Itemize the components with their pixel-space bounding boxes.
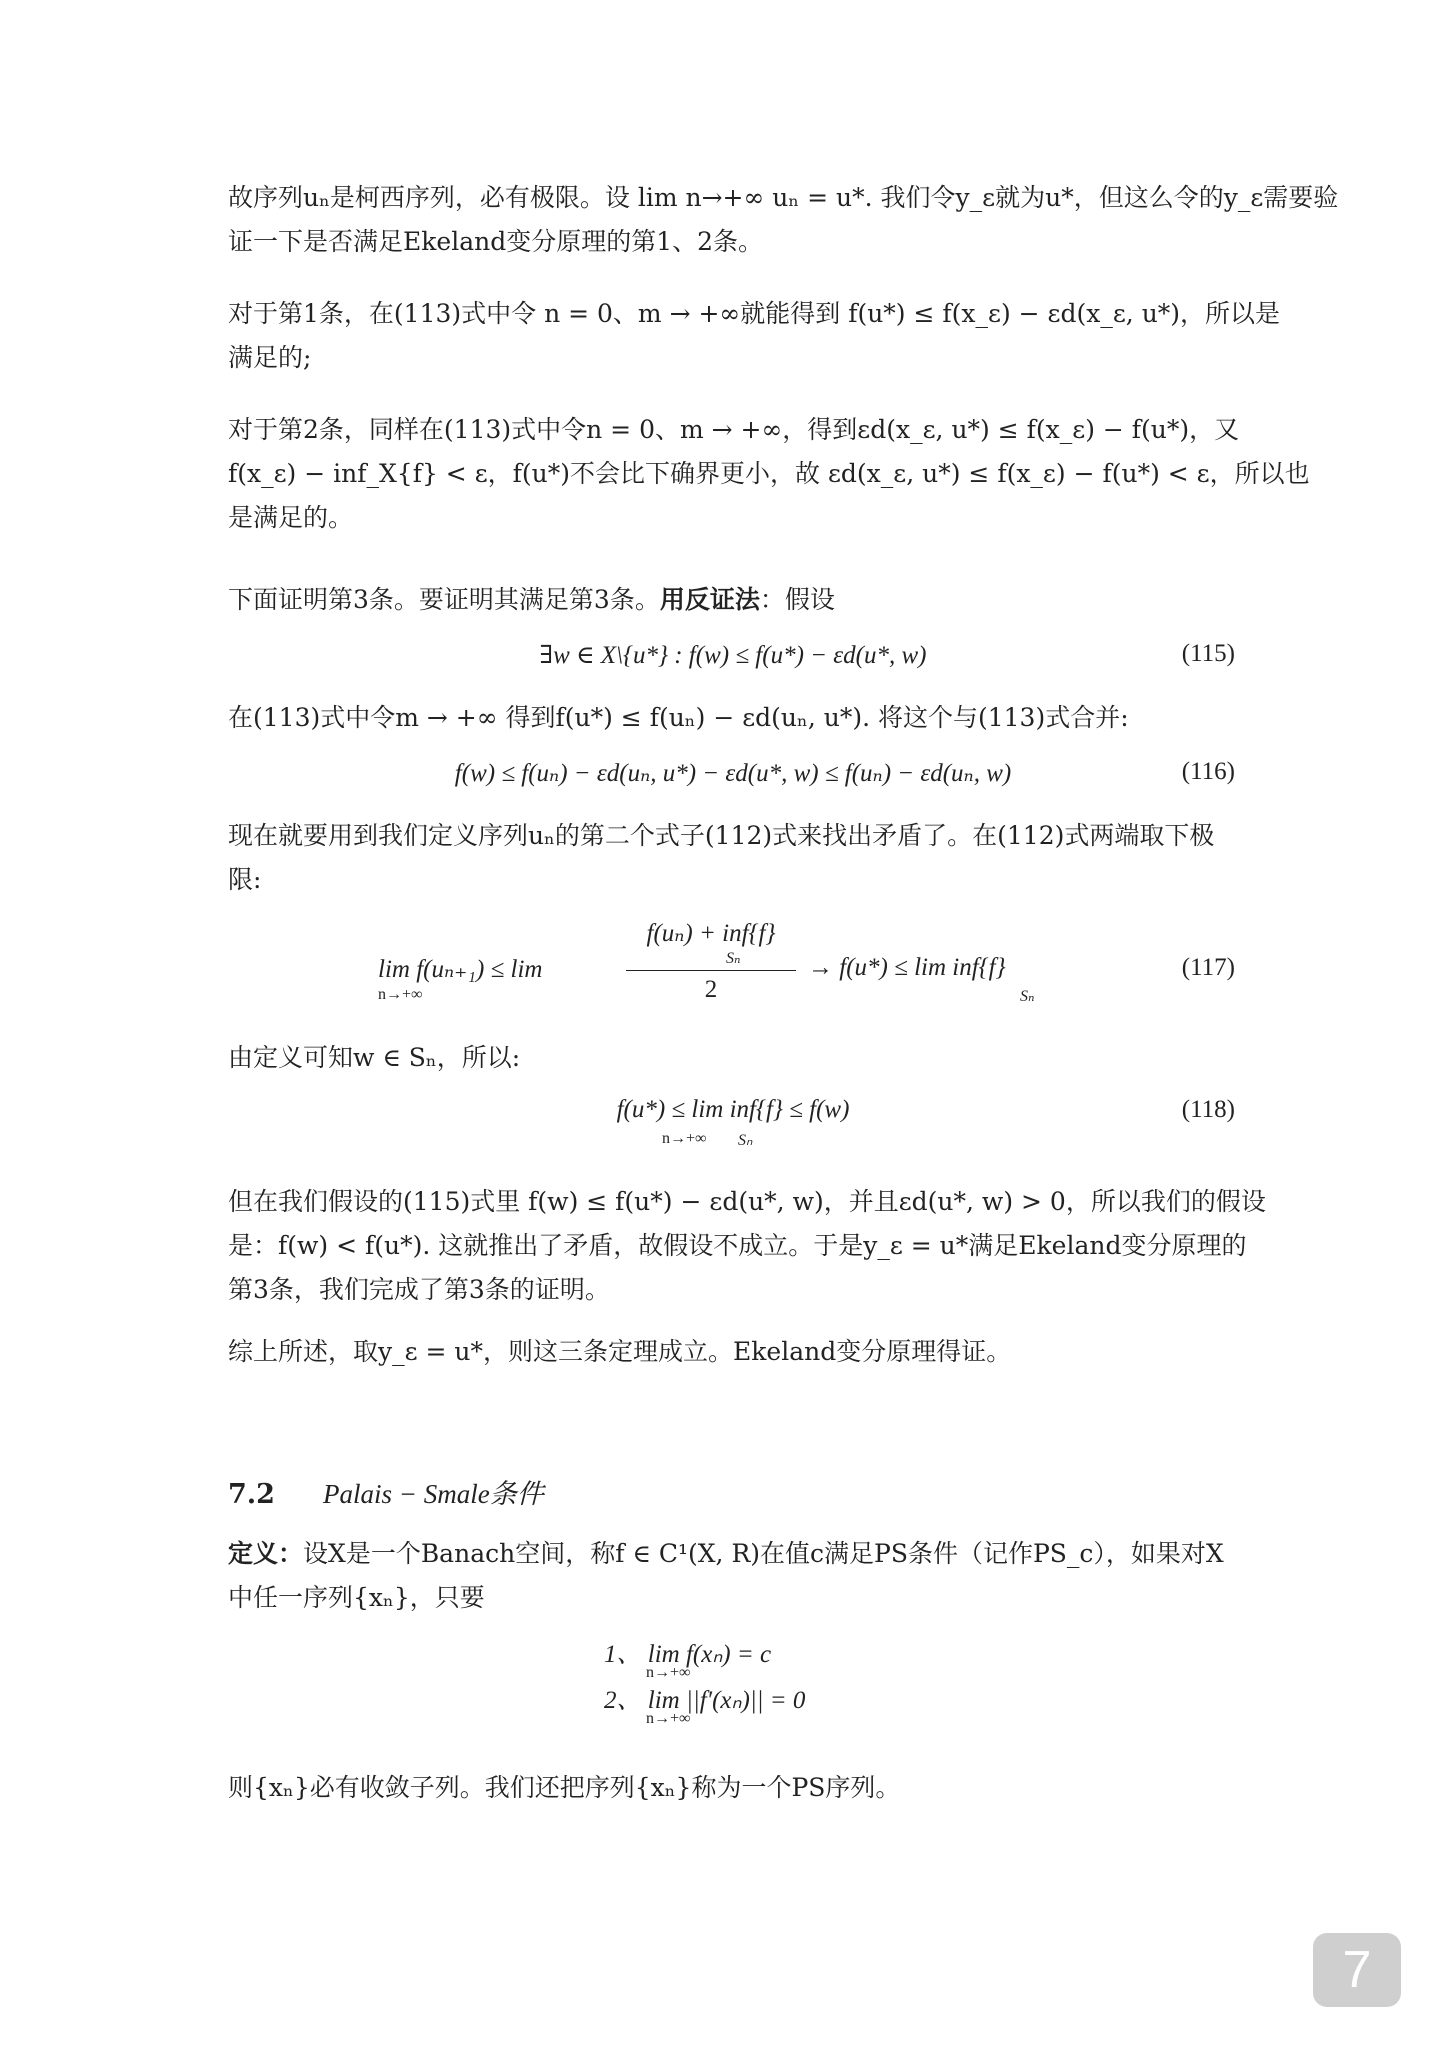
ps-condition-1: 1、 lim f(xₙ) = c xyxy=(604,1641,772,1668)
text-line: 是：f(w) < f(u*). 这就推出了矛盾，故假设不成立。于是y_ε = u*满足Ekeland变分原理的 xyxy=(228,1231,1247,1260)
paragraph-condition-3-intro xyxy=(228,578,1238,622)
paragraph-contradiction xyxy=(228,814,1238,902)
text-line: 由定义可知w ∈ Sₙ，所以: xyxy=(228,1043,521,1072)
text-line: 现在就要用到我们定义序列uₙ的第二个式子(112)式来找出矛盾了。在(112)式两端取下极 xyxy=(228,821,1215,850)
text-line: f(x_ε) − inf_X{f} < ε，f(u*)不会比下确界更小，故 εd(x_ε, u*) ≤ f(x_ε) − f(u*) < ε，所以也 xyxy=(228,459,1310,488)
definition-block xyxy=(228,1532,1238,1620)
text-line: 证一下是否满足Ekeland变分原理的第1、2条。 xyxy=(228,227,764,256)
eq117-lhs: lim f(uₙ₊₁) ≤ lim xyxy=(378,956,543,983)
text-line: 第3条，我们完成了第3条的证明。 xyxy=(228,1275,610,1304)
paragraph-merge xyxy=(228,696,1238,740)
fraction-bar xyxy=(626,970,796,971)
equation-number-117: (117) xyxy=(1181,954,1235,981)
paragraph-condition-1 xyxy=(228,292,1281,380)
ps-condition-1-subscript: n→+∞ xyxy=(646,1664,691,1681)
section-title: Palais − Smale条件 xyxy=(322,1479,544,1509)
bold-text: 用反证法 xyxy=(659,585,760,614)
eq117-rhs: → f(u*) ≤ lim inf{f} xyxy=(808,954,1006,981)
equation-115: ∃w ∈ X\{u*} : f(w) ≤ f(u*) − εd(u*, w) xyxy=(539,642,927,669)
eq118-lim-subscript: n→+∞ xyxy=(662,1130,707,1147)
text-line: 中任一序列{xₙ}，只要 xyxy=(228,1583,485,1612)
eq117-denominator: 2 xyxy=(704,976,718,1003)
paragraph-condition-2 xyxy=(228,408,1310,540)
text-line: 则{xₙ}必有收敛子列。我们还把序列{xₙ}称为一个PS序列。 xyxy=(228,1773,901,1802)
section-heading xyxy=(228,1472,544,1511)
ps-condition-2-subscript: n→+∞ xyxy=(646,1710,691,1727)
eq117-numerator: f(uₙ) + inf{f} xyxy=(646,920,776,947)
text-line: 对于第2条，同样在(113)式中令n = 0、m → +∞，得到εd(x_ε, u*) ≤ f(x_ε) − f(u*)，又 xyxy=(228,415,1240,444)
text-line: 对于第1条，在(113)式中令 n = 0、m → +∞就能得到 f(u*) ≤ f(x_ε) − εd(x_ε, u*)，所以是 xyxy=(228,299,1281,328)
equation-116: f(w) ≤ f(uₙ) − εd(uₙ, u*) − εd(u*, w) ≤ f(uₙ) − εd(uₙ, w) xyxy=(454,760,1012,787)
page-number-badge xyxy=(1313,1933,1401,2007)
text-run: ：假设 xyxy=(759,585,835,614)
eq117-rhs-subscript: Sₙ xyxy=(1020,988,1035,1005)
text-line: 在(113)式中令m → +∞ 得到f(u*) ≤ f(uₙ) − εd(uₙ, u*). 将这个与(113)式合并: xyxy=(228,703,1129,732)
definition-label: 定义： xyxy=(228,1539,304,1568)
equation-number-116: (116) xyxy=(1181,758,1235,785)
equation-118: f(u*) ≤ lim inf{f} ≤ f(w) xyxy=(616,1096,850,1123)
text-line: 故序列uₙ是柯西序列，必有极限。设 lim n→+∞ uₙ = u*. 我们令y_ε就为u*，但这么令的y_ε需要验 xyxy=(228,183,1339,212)
text-line: 综上所述，取y_ε = u*，则这三条定理成立。Ekeland变分原理得证。 xyxy=(228,1337,1012,1366)
paragraph-cauchy xyxy=(228,176,1339,264)
text-line: 但在我们假设的(115)式里 f(w) ≤ f(u*) − εd(u*, w)，并且εd(u*, w) > 0，所以我们的假设 xyxy=(228,1187,1266,1216)
equation-number-118: (118) xyxy=(1181,1096,1235,1123)
paragraph-w-in-s xyxy=(228,1036,1238,1080)
text-line: 满足的; xyxy=(228,343,312,372)
text-run: 设X是一个Banach空间，称f ∈ C¹(X, R)在值c满足PS条件（记作PS_c），如果对X xyxy=(303,1539,1224,1568)
section-number: 7.2 xyxy=(228,1479,275,1510)
page-number: 7 xyxy=(1342,1941,1372,1999)
paragraph-contradiction-result xyxy=(228,1180,1266,1312)
text-line: 限: xyxy=(228,865,262,894)
text-line: 是满足的。 xyxy=(228,503,354,532)
paragraph-conclusion xyxy=(228,1330,1238,1374)
eq117-numerator-subscript: Sₙ xyxy=(726,950,741,967)
text-run: 下面证明第3条。要证明其满足第3条。 xyxy=(228,585,660,614)
eq117-lim-subscript: n→+∞ xyxy=(378,986,423,1003)
equation-number-115: (115) xyxy=(1181,640,1235,667)
equation-117 xyxy=(228,918,1238,1018)
ps-condition-2: 2、 lim ||f′(xₙ)|| = 0 xyxy=(604,1687,806,1714)
eq118-inf-subscript: Sₙ xyxy=(738,1132,753,1149)
paragraph-ps-sequence xyxy=(228,1766,1238,1810)
